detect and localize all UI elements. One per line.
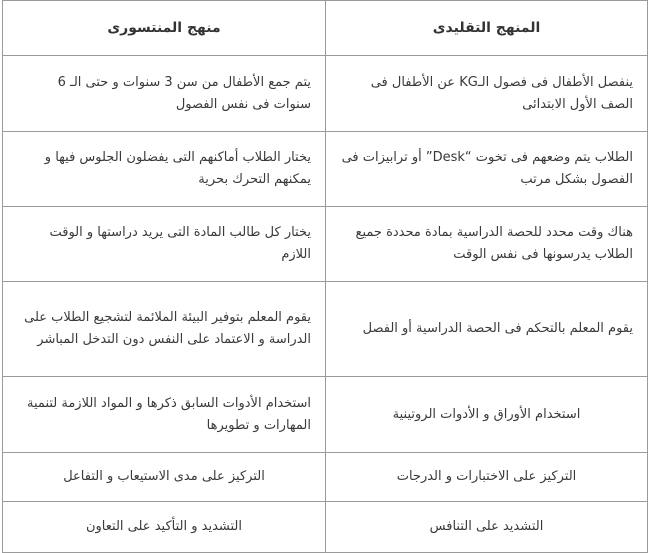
table-row — [3, 502, 648, 553]
header-montessori: منهج المنتسورى — [3, 1, 326, 56]
cell-montessori: يختار كل طالب المادة التى يريد دراستها و الوقت اللازم — [3, 207, 326, 282]
cell-montessori: يتم جمع الأطفال من سن 3 سنوات و حتى الـ 6 سنوات فى نفس الفصول — [3, 56, 326, 132]
table-row — [3, 56, 648, 132]
cell-traditional: ينفصل الأطفال فى فصول الـKG عن الأطفال فى الصف الأول الابتدائى — [326, 56, 648, 132]
cell-montessori: التشديد و التأكيد على التعاون — [3, 502, 326, 553]
table-row — [3, 282, 648, 377]
table-row — [3, 453, 648, 502]
cell-traditional: التشديد على التنافس — [326, 502, 648, 553]
cell-traditional: الطلاب يتم وضعهم فى تخوت “Desk” أو ترابيزات فى الفصول بشكل مرتب — [326, 132, 648, 207]
table-row — [3, 207, 648, 282]
header-row — [3, 1, 648, 56]
header-traditional: المنهج التقليدى — [326, 1, 648, 56]
cell-traditional: استخدام الأوراق و الأدوات الروتينية — [326, 377, 648, 453]
cell-montessori: يختار الطلاب أماكنهم التى يفضلون الجلوس فيها و يمكنهم التحرك بحرية — [3, 132, 326, 207]
comparison-table — [2, 0, 648, 553]
table-row — [3, 377, 648, 453]
table-row — [3, 132, 648, 207]
cell-traditional: يقوم المعلم بالتحكم فى الحصة الدراسية أو الفصل — [326, 282, 648, 377]
cell-montessori: استخدام الأدوات السابق ذكرها و المواد اللازمة لتنمية المهارات و تطويرها — [3, 377, 326, 453]
cell-traditional: هناك وقت محدد للحصة الدراسية بمادة محددة جميع الطلاب يدرسونها فى نفس الوقت — [326, 207, 648, 282]
cell-montessori: يقوم المعلم بتوفير البيئة الملائمة لتشجيع الطلاب على الدراسة و الاعتماد على النفس دون التدخل المباشر — [3, 282, 326, 377]
cell-montessori: التركيز على مدى الاستيعاب و التفاعل — [3, 453, 326, 502]
cell-traditional: التركيز على الاختبارات و الدرجات — [326, 453, 648, 502]
